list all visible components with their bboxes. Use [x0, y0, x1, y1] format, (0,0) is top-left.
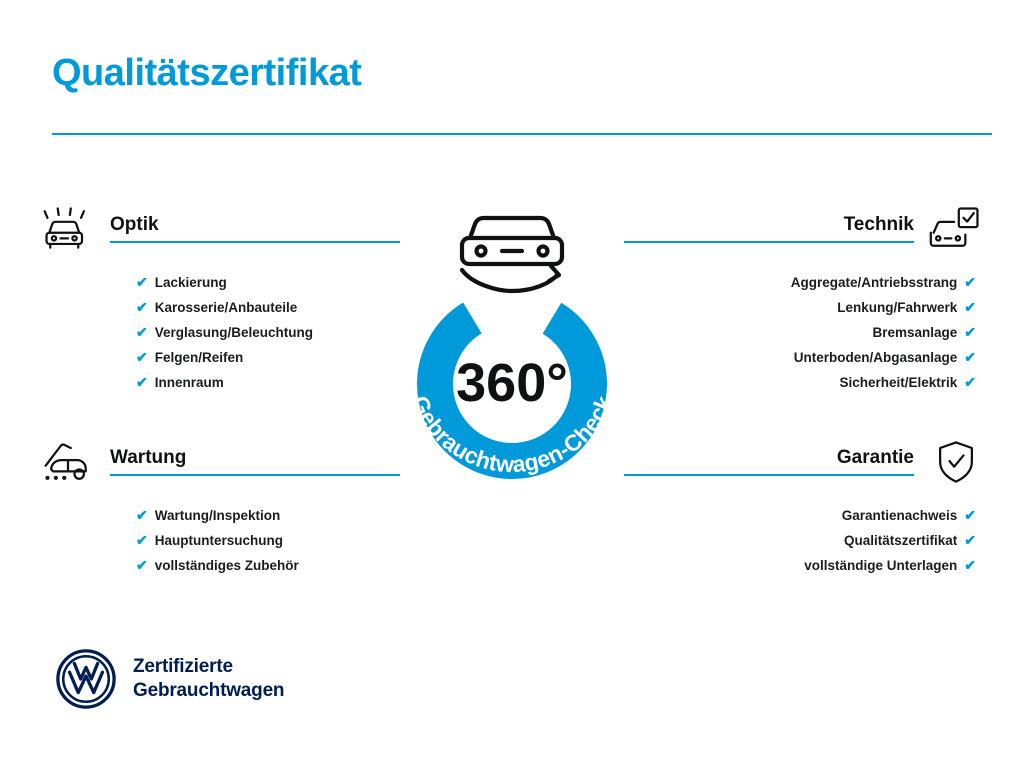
list-item-label: Aggregate/Antriebsstrang: [790, 275, 958, 290]
list-item-label: Hauptuntersuchung: [154, 533, 283, 548]
section-optik-title-wrap: [110, 215, 400, 243]
list-item: [624, 503, 984, 528]
check-icon: ✔: [964, 274, 976, 290]
check-icon: ✔: [964, 557, 976, 573]
list-item-label: Unterboden/Abgasanlage: [793, 350, 958, 365]
section-technik-title-wrap: [624, 215, 914, 243]
section-optik-rule: [110, 241, 400, 243]
section-optik-header: [40, 200, 400, 258]
list-item: [624, 320, 984, 345]
list-item-label: Qualitätszertifikat: [843, 533, 958, 548]
list-item: [624, 270, 984, 295]
car-rotate-icon: [462, 218, 562, 291]
title-divider: [52, 133, 992, 135]
section-garantie: [624, 433, 984, 578]
section-wartung-title-wrap: [110, 448, 400, 476]
footer-line-1: Zertifizierte: [133, 656, 233, 678]
list-item: [40, 370, 400, 395]
check-icon: ✔: [136, 324, 148, 340]
section-technik: [624, 200, 984, 395]
list-item-label: Karosserie/Anbauteile: [154, 300, 298, 315]
list-item-label: Lackierung: [154, 275, 227, 290]
check-icon: ✔: [964, 349, 976, 365]
list-item-label: Garantienachweis: [841, 508, 958, 523]
footer-text: [133, 655, 284, 703]
check-icon: ✔: [964, 324, 976, 340]
section-garantie-label: Garantie: [836, 447, 914, 469]
check-icon: ✔: [964, 507, 976, 523]
section-technik-label: Technik: [843, 214, 914, 236]
section-optik-list: [40, 270, 400, 395]
list-item: [624, 528, 984, 553]
list-item: [40, 345, 400, 370]
check-icon: ✔: [964, 299, 976, 315]
section-optik-label: Optik: [110, 214, 159, 236]
footer-brand: [55, 648, 284, 710]
section-wartung-header: [40, 433, 400, 491]
list-item-label: Innenraum: [154, 375, 224, 390]
check-icon: ✔: [136, 349, 148, 365]
section-wartung-rule: [110, 474, 400, 476]
check-icon: ✔: [136, 374, 148, 390]
vw-logo: [55, 648, 117, 710]
footer-line-2: Gebrauchtwagen: [133, 680, 285, 701]
check-icon: ✔: [136, 299, 148, 315]
section-wartung-list: [40, 503, 400, 578]
list-item: [624, 370, 984, 395]
section-garantie-header: [624, 433, 984, 491]
section-technik-header: [624, 200, 984, 258]
check-icon: ✔: [964, 374, 976, 390]
section-optik: [40, 200, 400, 395]
car-checklist-icon: [928, 204, 984, 254]
list-item: [624, 295, 984, 320]
car-lift-icon: [40, 437, 96, 487]
section-garantie-rule: [624, 474, 914, 476]
section-wartung: [40, 433, 400, 578]
badge-arc-text: Gebrauchtwagen-Check: [406, 391, 618, 478]
section-technik-rule: [624, 241, 914, 243]
list-item: [40, 295, 400, 320]
check-icon: ✔: [136, 274, 148, 290]
list-item-label: Verglasung/Beleuchtung: [154, 325, 314, 340]
section-wartung-label: Wartung: [110, 447, 187, 469]
list-item: [624, 345, 984, 370]
list-item-label: vollständiges Zubehör: [154, 558, 299, 573]
check-icon: ✔: [964, 532, 976, 548]
badge-degrees: 360°: [456, 353, 568, 413]
section-technik-list: [624, 270, 984, 395]
check-badge: [362, 196, 662, 496]
list-item-label: Lenkung/Fahrwerk: [837, 300, 958, 315]
list-item-label: Sicherheit/Elektrik: [839, 375, 958, 390]
check-icon: ✔: [136, 532, 148, 548]
list-item: [40, 503, 400, 528]
list-item-label: Bremsanlage: [872, 325, 958, 340]
list-item-label: vollständige Unterlagen: [804, 558, 958, 573]
list-item: [40, 528, 400, 553]
list-item-label: Wartung/Inspektion: [154, 508, 281, 523]
left-column: [40, 200, 400, 594]
car-front-shine-icon: [40, 204, 96, 254]
list-item: [40, 553, 400, 578]
list-item: [624, 553, 984, 578]
check-icon: ✔: [136, 557, 148, 573]
right-column: [624, 200, 984, 594]
shield-check-icon: [928, 437, 984, 487]
list-item-label: Felgen/Reifen: [154, 350, 244, 365]
list-item: [40, 270, 400, 295]
check-icon: ✔: [136, 507, 148, 523]
list-item: [40, 320, 400, 345]
page-title: Qualitätszertifikat: [52, 52, 362, 94]
section-garantie-list: [624, 503, 984, 578]
section-garantie-title-wrap: [624, 448, 914, 476]
